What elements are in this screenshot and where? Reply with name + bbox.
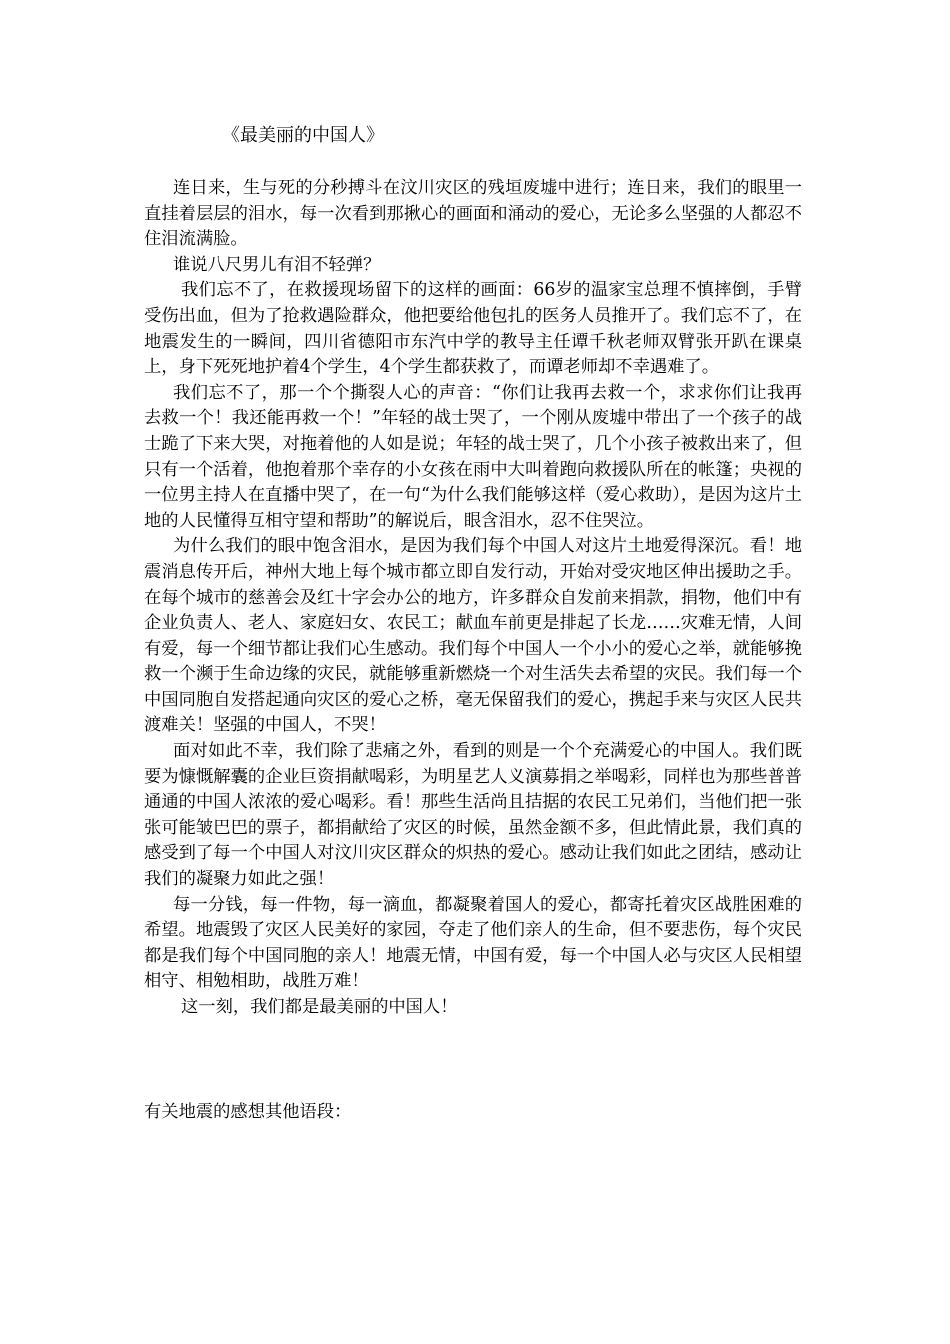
paragraph-4: 我们忘不了，那一个个撕裂人心的声音：“你们让我再去救一个，求求你们让我再去救一个！我还能再救一个！”年轻的战士哭了，一个刚从废墟中带出了一个孩子的战士跪了下来大哭，对拖着他的人如是说；年轻的战士哭了，几个小孩子被救出来了，但只有一个活着，他抱着那个幸存的小女孩在雨中大叫着跑向救援队所在的帐篷；央视的一位男主持人在直播中哭了，在一句“为什么我们能够这样（爱心救助），是因为这片土地的人民懂得互相守望和帮助”的解说后，眼含泪水，忍不住哭泣。: [144, 382, 802, 531]
paragraph-8: 这一刻，我们都是最美丽的中国人！: [181, 997, 458, 1017]
document-body: [144, 176, 802, 1021]
paragraph-5: 为什么我们的眼中饱含泪水，是因为我们每个中国人对这片土地爱得深沉。看！地震消息传开后，神州大地上每个城市都立即自发行动，开始对受灾地区伸出援助之手。在每个城市的慈善会及红十字会办公的地方，许多群众自发前来捐款，捐物，他们中有企业负责人、老人、家庭妇女、农民工；献血车前更是排起了长龙……灾难无情，人间有爱，每一个细节都让我们心生感动。我们每个中国人一个小小的爱心之举，就能够挽救一个濒于生命边缘的灾民，就能够重新燃烧一个对生活失去希望的灾民。我们每一个中国同胞自发搭起通向灾区的爱心之桥，毫无保留我们的爱心，携起手来与灾区人民共渡难关！坚强的中国人，不哭！: [144, 536, 802, 736]
paragraph-3: 我们忘不了，在救援现场留下的这样的画面：66岁的温家宝总理不慎摔倒，手臂受伤出血，但为了抢救遇险群众，他把要给他包扎的医务人员推开了。我们忘不了，在地震发生的一瞬间，四川省德阳市东汽中学的教导主任谭千秋老师双臂张开趴在课桌上，身下死死地护着4个学生，4个学生都获救了，而谭老师却不幸遇难了。: [144, 280, 802, 378]
paragraph-1: 连日来，生与死的分秒搏斗在汶川灾区的残垣废墟中进行；连日来，我们的眼里一直挂着层层的泪水，每一次看到那揪心的画面和涌动的爱心，无论多么坚强的人都忍不住泪流满脸。: [144, 178, 802, 250]
paragraph-7: 每一分钱，每一件物，每一滴血，都凝聚着国人的爱心，都寄托着灾区战胜困难的希望。地震毁了灾区人民美好的家园，夺走了他们亲人的生命，但不要悲伤，每个灾民都是我们每个中国同胞的亲人！地震无情，中国有爱，每一个中国人必与灾区人民相望相守、相勉相助，战胜万难！: [144, 894, 802, 992]
section-heading-other-passages: 有关地震的感想其他语段：: [144, 1102, 352, 1122]
document-title: 《最美丽的中国人》: [222, 125, 384, 146]
paragraph-6: 面对如此不幸，我们除了悲痛之外，看到的则是一个个充满爱心的中国人。我们既要为慷慨解囊的企业巨资捐献喝彩，为明星艺人义演募捐之举喝彩，同样也为那些普普通通的中国人浓浓的爱心喝彩。看！那些生活尚且拮据的农民工兄弟们，当他们把一张张可能皱巴巴的票子，都捐献给了灾区的时候，虽然金额不多，但此情此景，我们真的感受到了每一个中国人对汶川灾区群众的炽热的爱心。感动让我们如此之团结，感动让我们的凝聚力如此之强！: [144, 741, 802, 890]
paragraph-2: 谁说八尺男儿有泪不轻弹？: [173, 254, 381, 275]
